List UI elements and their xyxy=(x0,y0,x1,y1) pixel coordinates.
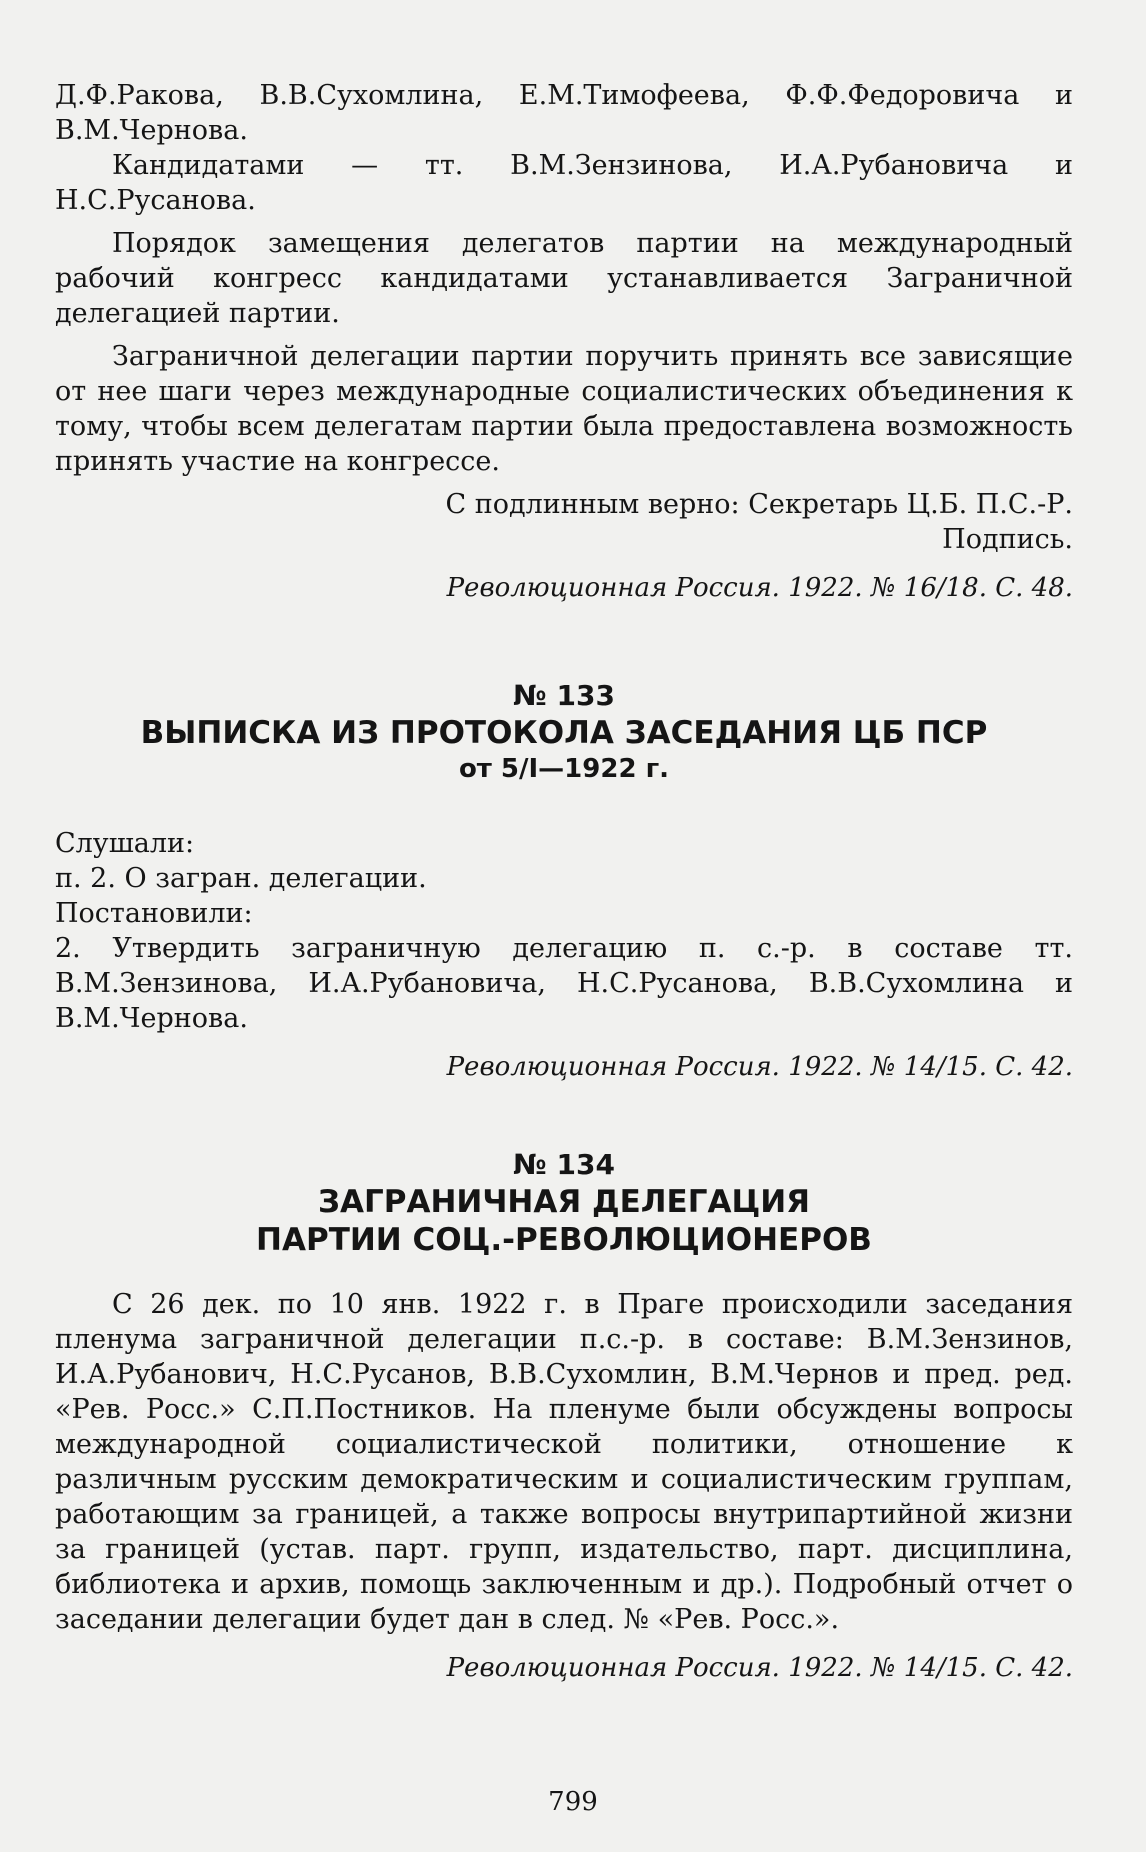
document-number-134: № 134 xyxy=(513,1148,615,1181)
resolved-item: 2. Утвердить заграничную делегацию п. с.-р. в составе тт. В.М.Зензинова, И.А.Рубановича, Н.С.Русанова, В.В.Сухомлина и В.М.Чернова. xyxy=(55,933,1073,1034)
resolved-label: Постановили: xyxy=(55,898,253,929)
page-number: 799 xyxy=(548,1787,598,1817)
document-date-133: от 5/I—1922 г. xyxy=(458,754,670,784)
document-title-134-line1: ЗАГРАНИЧНАЯ ДЕЛЕГАЦИЯ xyxy=(317,1184,811,1220)
document-title-133: ВЫПИСКА ИЗ ПРОТОКОЛА ЗАСЕДАНИЯ ЦБ ПСР xyxy=(140,715,988,751)
heard-label: Слушали: xyxy=(55,828,195,859)
signature-line: Подпись. xyxy=(942,524,1073,555)
paragraph-plenum-report: С 26 дек. по 10 янв. 1922 г. в Праге происходили заседания пленума заграничной делегации п.с.-р. в составе: В.М.Зензинов, И.А.Рубанович, Н.С.Русанов, В.В.Сухомлин, В.М.Чернов и пред. ред. «Рев. Росс.» С.П.Постников. На пленуме были обсуждены вопросы международной социалистической политики, отношение к различным русским демократическим и социалистическим группам, работающим за границей, а также вопросы внутрипартийной жизни за границей (устав. парт. групп, издательство, парт. дисциплина, библиотека и архив, помощь заключенным и др.). Подробный отчет о заседании делегации будет дан в след. № «Рев. Росс.». xyxy=(55,1289,1073,1635)
paragraph-candidates: Кандидатами — тт. В.М.Зензинова, И.А.Рубановича и Н.С.Русанова. xyxy=(55,150,1073,216)
source-citation-2: Революционная Россия. 1922. № 14/15. С. 42. xyxy=(446,1052,1073,1082)
paragraph-members-continued: Д.Ф.Ракова, В.В.Сухомлина, Е.М.Тимофеева, Ф.Ф.Федоровича и В.М.Чернова. xyxy=(55,80,1073,146)
document-number-133: № 133 xyxy=(513,679,615,712)
paragraph-delegation-instruction: Заграничной делегации партии поручить принять все зависящие от нее шаги через международные социалистических объединения к тому, чтобы всем делегатам партии была предоставлена возможность принять участие на конгрессе. xyxy=(55,341,1073,477)
attestation-line: С подлинным верно: Секретарь Ц.Б. П.С.-Р. xyxy=(445,489,1073,520)
document-title-134-line2: ПАРТИИ СОЦ.-РЕВОЛЮЦИОНЕРОВ xyxy=(256,1222,872,1258)
heard-item: п. 2. О загран. делегации. xyxy=(55,863,427,894)
paragraph-replacement-order: Порядок замещения делегатов партии на международный рабочий конгресс кандидатами устанавливается Заграничной делегацией партии. xyxy=(55,228,1073,329)
source-citation-1: Революционная Россия. 1922. № 16/18. С. 48. xyxy=(446,573,1073,603)
source-citation-3: Революционная Россия. 1922. № 14/15. С. 42. xyxy=(446,1653,1073,1683)
page-content xyxy=(55,78,1073,1686)
